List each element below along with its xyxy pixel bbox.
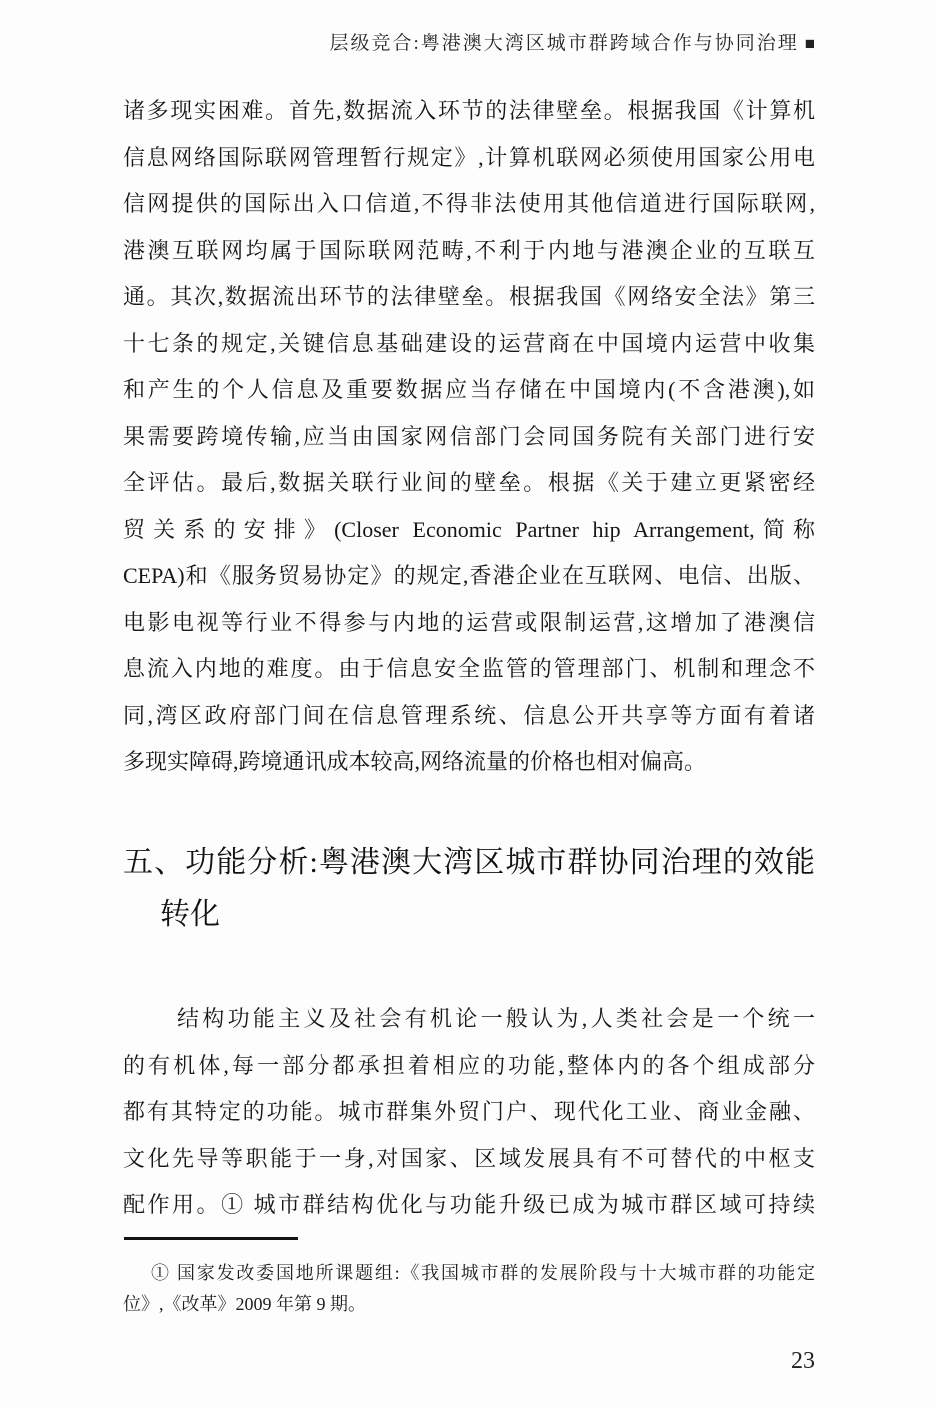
text-line: 同,湾区政府部门间在信息管理系统、信息公开共享等方面有着诸 (123, 702, 815, 728)
text-line: 多现实障碍,跨境通讯成本较高,网络流量的价格也相对偏高。 (123, 749, 707, 774)
footnote (123, 1258, 815, 1320)
text-line: 通。其次,数据流出环节的法律壁垒。根据我国《网络安全法》第三 (123, 284, 815, 309)
paragraph-1 (123, 88, 815, 786)
footnote-line: 位》,《改革》2009 年第 9 期。 (123, 1294, 366, 1314)
section-heading (123, 837, 815, 941)
text-line: 信网提供的国际出入口信道,不得非法使用其他信道进行国际联网, (123, 191, 815, 216)
section-heading-line: 转化 (160, 898, 220, 931)
text-line: 的有机体,每一部分都承担着相应的功能,整体内的各个组成部分 (123, 1052, 815, 1078)
text-line: 十七条的规定,关键信息基础建设的运营商在中国境内运营中收集 (123, 330, 815, 356)
footnote-separator (124, 1237, 298, 1240)
text-line: 诸多现实困难。首先,数据流入环节的法律壁垒。根据我国《计算机 (123, 98, 815, 123)
text-line: 结构功能主义及社会有机论一般认为,人类社会是一个统一 (177, 1006, 815, 1031)
text-line: 果需要跨境传输,应当由国家网信部门会同国务院有关部门进行安 (123, 423, 815, 449)
section-heading-line: 五、功能分析:粤港澳大湾区城市群协同治理的效能 (123, 846, 815, 879)
text-line: 信息网络国际联网管理暂行规定》,计算机联网必须使用国家公用电 (123, 144, 815, 170)
text-line: 文化先导等职能于一身,对国家、区域发展具有不可替代的中枢支 (123, 1145, 815, 1171)
text-line: 都有其特定的功能。城市群集外贸门户、现代化工业、商业金融、 (123, 1099, 815, 1124)
text-line: 贸关系的安排》(Closer Economic Partner hip Arrangement,简称 (123, 516, 815, 542)
text-line: 和产生的个人信息及重要数据应当存储在中国境内(不含港澳),如 (123, 377, 815, 402)
running-head-title: 层级竞合:粤港澳大湾区城市群跨域合作与协同治理 (329, 33, 799, 54)
page-number: 23 (791, 1348, 815, 1374)
paragraph-2 (123, 996, 815, 1229)
text-line: 配作用。① 城市群结构优化与功能升级已成为城市群区域可持续 (123, 1192, 815, 1217)
running-head (123, 28, 815, 55)
text-line: 电影电视等行业不得参与内地的运营或限制运营,这增加了港澳信 (123, 609, 815, 635)
square-marker-icon: ■ (804, 34, 815, 53)
text-line: 港澳互联网均属于国际联网范畴,不利于内地与港澳企业的互联互 (123, 237, 815, 263)
text-line: CEPA)和《服务贸易协定》的规定,香港企业在互联网、电信、出版、 (123, 563, 815, 588)
footnote-line: ① 国家发改委国地所课题组:《我国城市群的发展阶段与十大城市群的功能定 (151, 1263, 815, 1283)
text-line: 全评估。最后,数据关联行业间的壁垒。根据《关于建立更紧密经 (123, 470, 815, 495)
text-line: 息流入内地的难度。由于信息安全监管的管理部门、机制和理念不 (123, 656, 815, 681)
